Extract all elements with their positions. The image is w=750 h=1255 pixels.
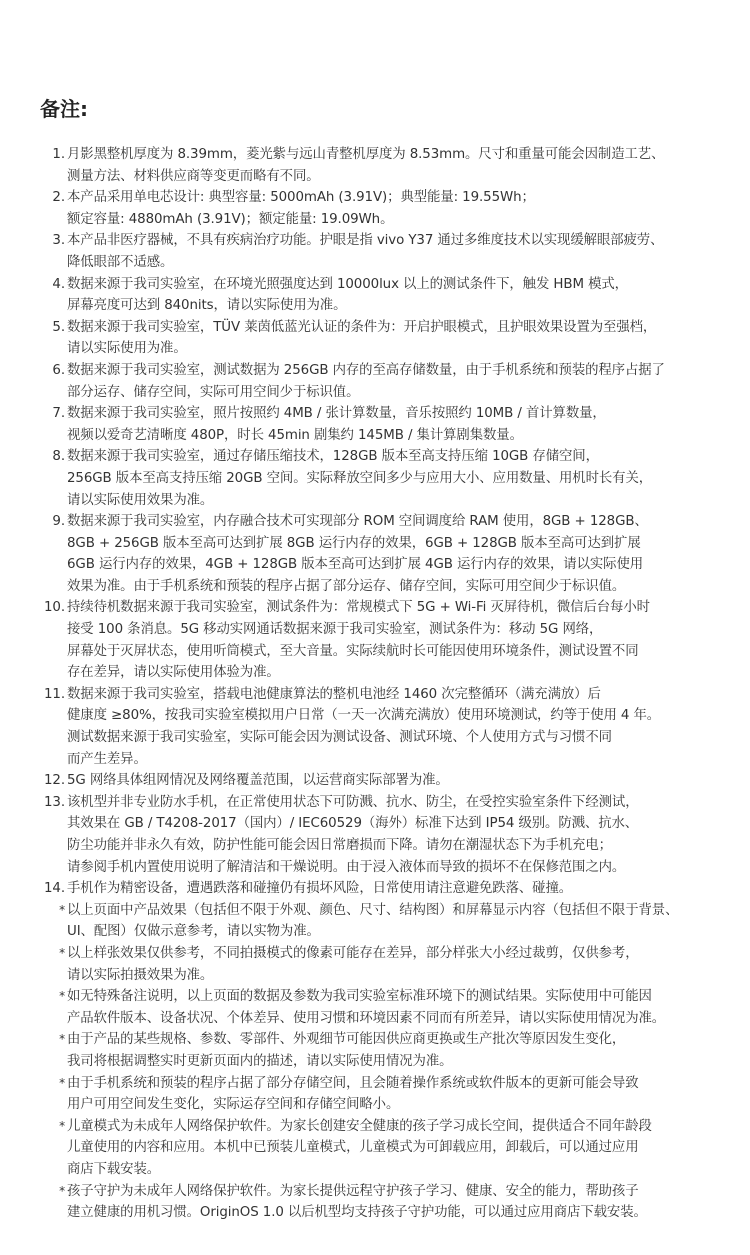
note-line: 商店下载安装。 [67,1161,161,1177]
note-item [40,943,750,986]
note-line: 数据来源于我司实验室，测试数据为 256GB 内存的至高存储数量，由于手机系统和预装的程序占据了 [67,362,665,378]
note-marker: * [59,1032,65,1047]
note-line: 数据来源于我司实验室，TÜV 莱茵低蓝光认证的条件为：开启护眼模式，且护眼效果设置为至强档， [67,319,657,335]
note-item [40,792,750,878]
note-text [67,792,750,878]
note-item [40,1073,750,1116]
note-marker: 8. [52,449,65,465]
note-item [40,317,750,360]
note-line: 以上样张效果仅供参考，不同拍摄模式的像素可能存在差异，部分样张大小经过裁剪，仅供参考， [67,945,639,961]
note-marker: 1. [52,147,65,162]
note-line: 防尘功能并非永久有效，防护性能可能会因日常磨损而下降。请勿在潮湿状态下为手机充电； [67,838,612,853]
note-marker: 11. [44,686,65,702]
note-line: 持续待机数据来源于我司实验室，测试条件为：常规模式下 5G + Wi-Fi 灭屏待机，微信后台每小时 [67,600,650,616]
note-item [40,1029,750,1072]
note-line: 健康度 ≥80%，按我司实验室模拟用户日常（一天一次满充满放）使用环境测试，约等于使用 4 年。 [67,708,661,724]
note-line: 数据来源于我司实验室，在环境光照强度达到 10000lux 以上的测试条件下，触发 HBM 模式， [67,276,628,292]
note-marker: * [59,989,65,1004]
note-marker: 7. [52,406,65,422]
note-item [40,900,750,943]
note-line: 屏幕亮度可达到 840nits，请以实际使用为准。 [67,298,347,314]
note-text [67,943,750,986]
note-marker: 6. [52,362,65,378]
note-line: 测量方法、材料供应商等变更而略有不同。 [67,168,320,184]
note-item [40,230,750,273]
note-line: 效果为准。由于手机系统和预装的程序占据了部分运存、储存空间，实际可用空间少于标识值。 [67,578,626,594]
note-marker: 4. [52,276,65,292]
note-item [40,187,750,230]
note-line: 请以实际使用效果为准。 [67,492,214,508]
note-text [67,317,750,360]
note-marker: 9. [52,514,65,530]
note-line: 手机作为精密设备，遭遇跌落和碰撞仍有损坏风险，日常使用请注意避免跌落、碰撞。 [67,881,573,897]
note-line: 以上页面中产品效果（包括但不限于外观、颜色、尺寸、结构图）和屏幕显示内容（包括但不限于背景、 [67,902,679,918]
note-text [67,144,750,187]
note-line: 本产品非医疗器械，不具有疾病治疗功能。护眼是指 vivo Y37 通过多维度技术以实现缓解眼部疲劳、 [67,233,664,249]
note-line: 我司将根据调整实时更新页面内的描述，请以实际使用情况为准。 [67,1053,453,1069]
note-line: 存在差异，请以实际使用体验为准。 [67,665,280,681]
note-marker: 5. [52,319,65,335]
note-text [67,986,750,1029]
note-marker: * [59,1183,65,1198]
note-item [40,986,750,1029]
note-line: 用户可用空间发生变化，实际运存空间和存储空间略小。 [67,1097,400,1113]
note-marker: 13. [44,794,65,810]
note-text [67,403,750,446]
note-text [67,684,750,770]
note-item [40,446,750,511]
note-line: 数据来源于我司实验室，内存融合技术可实现部分 ROM 空间调度给 RAM 使用，8GB + 128GB、 [67,514,648,530]
note-text [67,1116,750,1181]
note-line: 降低眼部不适感。 [67,254,174,270]
note-text [67,1073,750,1116]
note-line: 如无特殊备注说明，以上页面的数据及参数为我司实验室标准环境下的测试结果。实际使用中可能因 [67,989,652,1005]
note-item [40,360,750,403]
note-marker: 2. [52,190,65,206]
note-text [67,878,750,900]
note-line: 由于手机系统和预装的程序占据了部分存储空间，且会随着操作系统或软件版本的更新可能会导致 [67,1075,639,1091]
note-item [40,403,750,446]
note-line: 屏幕处于灭屏状态，使用听筒模式，至大音量。实际续航时长可能因使用环境条件，测试设置不同 [67,643,639,659]
note-text [67,446,750,511]
note-item [40,1116,750,1181]
note-marker: 3. [52,233,65,249]
note-line: 请参阅手机内置使用说明了解清洁和干燥说明。由于浸入液体而导致的损坏不在保修范围之内。 [67,859,626,875]
note-item [40,1181,750,1224]
note-line: 产品软件版本、设备状况、个体差异、使用习惯和环境因素不同而有所差异，请以实际使用情况为准。 [67,1010,666,1026]
note-text [67,230,750,273]
note-line: 5G 网络具体组网情况及网络覆盖范围，以运营商实际部署为准。 [67,773,449,789]
note-line: 数据来源于我司实验室，通过存储压缩技术，128GB 版本至高支持压缩 10GB 存储空间， [67,449,599,465]
note-text [67,1181,750,1224]
note-marker: 14. [44,881,65,897]
note-text [67,770,750,792]
note-line: 而产生差异。 [67,751,147,767]
note-line: 由于产品的某些规格、参数、零部件、外观细节可能因供应商更换或生产批次等原因发生变化， [67,1032,626,1048]
note-line: 6GB 运行内存的效果，4GB + 128GB 版本至高可达到扩展 4GB 运行内存的效果，请以实际使用 [67,557,644,573]
note-line: 请以实际拍摄效果为准。 [67,967,214,983]
note-item [40,597,750,683]
note-item [40,878,750,900]
note-line: 8GB + 256GB 版本至高可达到扩展 8GB 运行内存的效果，6GB + 128GB 版本至高可达到扩展 [67,535,641,551]
note-marker: * [59,1118,65,1133]
note-line: 部分运存、储存空间，实际可用空间少于标识值。 [67,384,360,400]
note-line: 请以实际使用为准。 [67,341,187,357]
note-marker: 12. [44,773,65,789]
note-line: 孩子守护为未成年人网络保护软件。为家长提供远程守护孩子学习、健康、安全的能力，帮助孩子 [67,1183,639,1199]
note-line: 256GB 版本至高支持压缩 20GB 空间。实际释放空间多少与应用大小、应用数量、用机时长有关， [67,470,653,486]
note-line: 儿童模式为未成年人网络保护软件。为家长创建安全健康的孩子学习成长空间，提供适合不同年龄段 [67,1118,652,1134]
note-text [67,597,750,683]
note-text [67,900,750,943]
note-marker: * [59,902,65,917]
note-item [40,274,750,317]
note-item [40,511,750,597]
note-line: 儿童使用的内容和应用。本机中已预装儿童模式，儿童模式为可卸载应用，卸载后，可以通过应用 [67,1140,639,1156]
note-line: 本产品采用单电芯设计: 典型容量: 5000mAh (3.91V)；典型能量: 19.55Wh； [67,190,535,206]
note-text [67,511,750,597]
note-item [40,684,750,770]
note-line: 其效果在 GB / T4208-2017（国内）/ IEC60529（海外）标准下达到 IP54 级别。防溅、抗水、 [67,816,639,832]
note-line: 月影黑整机厚度为 8.39mm，菱光紫与远山青整机厚度为 8.53mm。尺寸和重量可能会因制造工艺、 [67,147,665,162]
note-marker: * [59,1075,65,1090]
notes-list [40,144,750,1224]
note-line: 建立健康的用机习惯。OriginOS 1.0 以后机型均支持孩子守护功能，可以通过应用商店下载安装。 [67,1205,647,1221]
note-line: 接受 100 条消息。5G 移动实网通话数据来源于我司实验室，测试条件为：移动 5G 网络， [67,622,603,638]
note-item [40,144,750,187]
note-line: 额定容量: 4880mAh (3.91V)；额定能量: 19.09Wh。 [67,211,394,227]
note-line: 测试数据来源于我司实验室，实际可能会因为测试设备、测试环境、个人使用方式与习惯不同 [67,730,612,746]
note-item [40,770,750,792]
note-line: 该机型并非专业防水手机，在正常使用状态下可防溅、抗水、防尘，在受控实验室条件下经测试， [67,794,639,810]
note-text [67,360,750,403]
note-line: UI、配图）仅做示意参考，请以实物为准。 [67,924,320,940]
note-line: 数据来源于我司实验室，搭载电池健康算法的整机电池经 1460 次完整循环（满充满放）后 [67,686,601,702]
note-text [67,187,750,230]
note-line: 数据来源于我司实验室，照片按照约 4MB / 张计算数量，音乐按照约 10MB / 首计算数量， [67,406,606,422]
note-text [67,1029,750,1072]
note-text [67,274,750,317]
note-line: 视频以爱奇艺清晰度 480P，时长 45min 剧集约 145MB / 集计算剧集数量。 [67,427,523,443]
page-title: 备注: [40,97,88,121]
note-marker: 10. [44,600,65,616]
note-marker: * [59,945,65,960]
